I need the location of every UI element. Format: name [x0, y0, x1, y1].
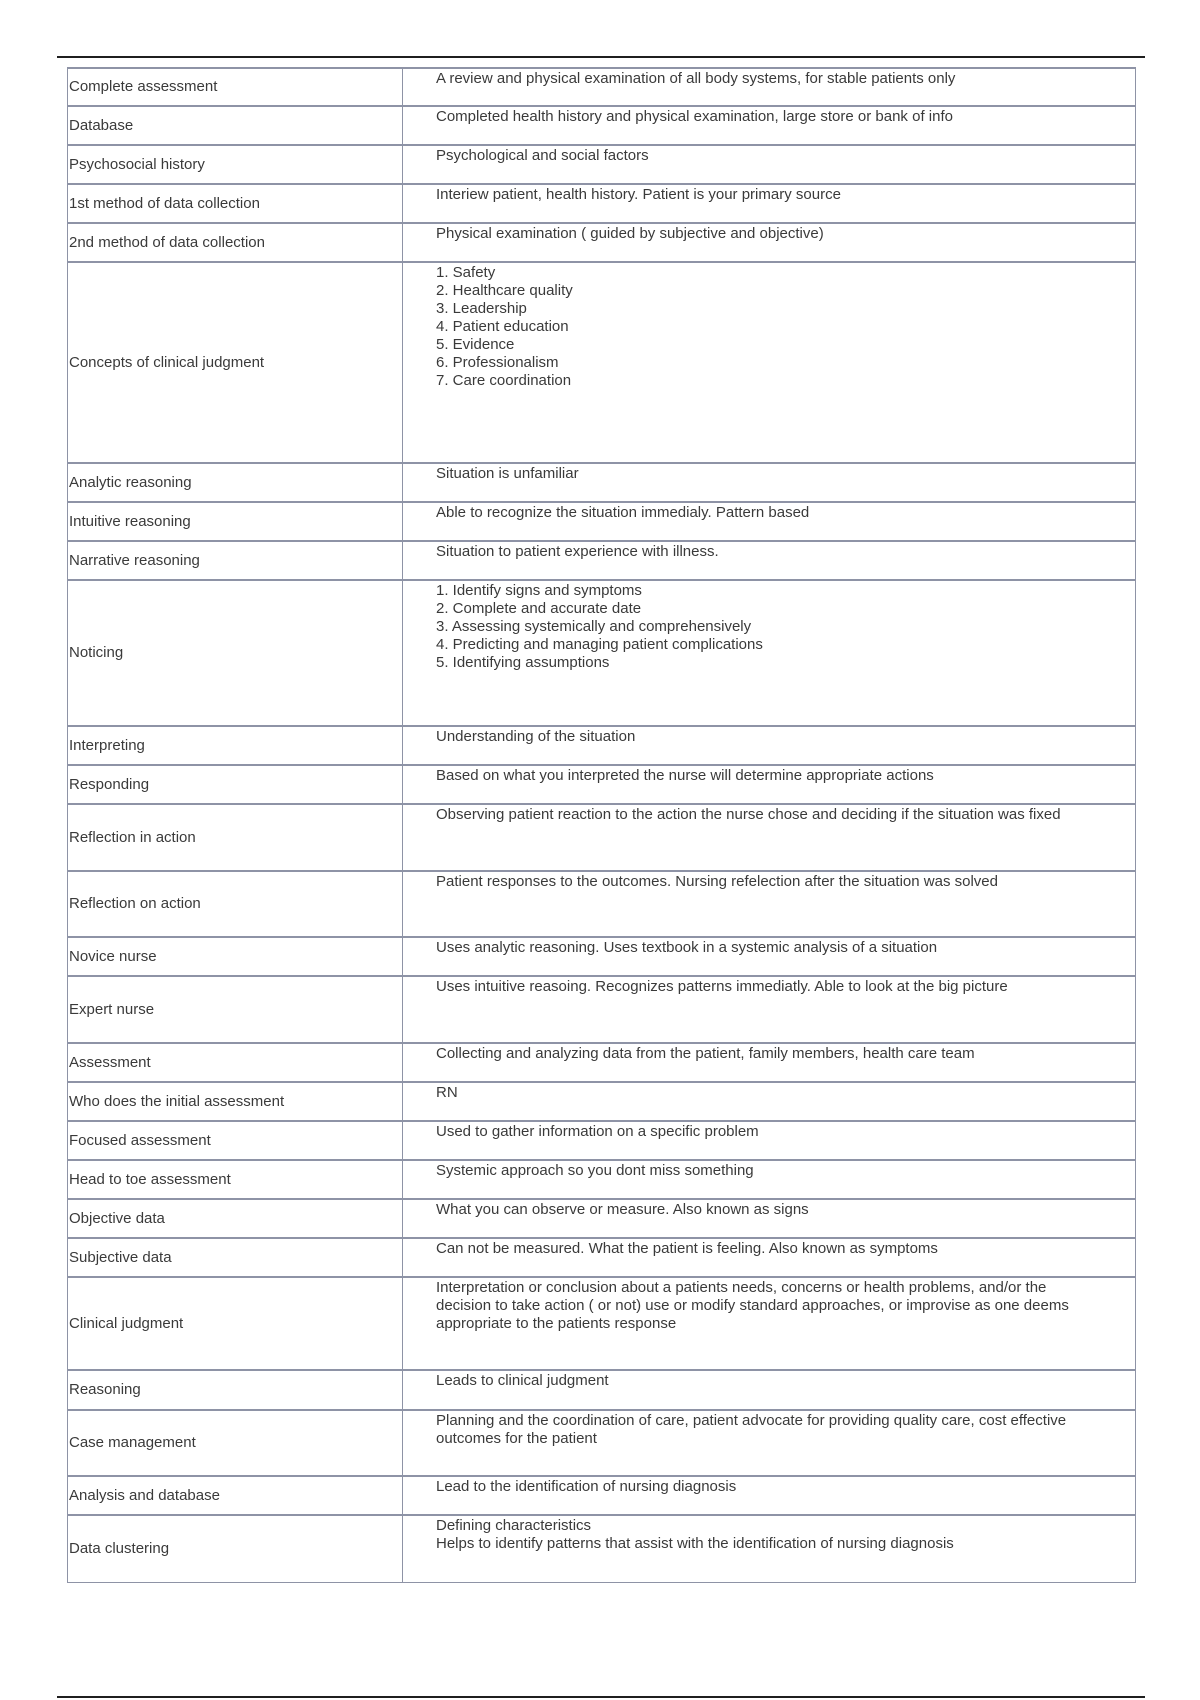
table-row [68, 223, 1136, 262]
table-row [68, 765, 1136, 804]
term-cell [68, 463, 403, 502]
table-row [68, 106, 1136, 145]
definition-cell [403, 1199, 1136, 1238]
definition-cell [403, 1277, 1136, 1370]
term-cell [68, 1199, 403, 1238]
term-cell [68, 145, 403, 184]
term-text: Reasoning [69, 1381, 141, 1398]
term-text: Clinical judgment [69, 1314, 184, 1332]
definition-text: Leads to clinical judgment [436, 1372, 609, 1389]
term-cell [68, 1410, 403, 1476]
term-cell [68, 262, 403, 463]
definition-text: Systemic approach so you dont miss something [436, 1162, 754, 1179]
term-text: Noticing [69, 644, 124, 661]
term-text: Intuitive reasoning [69, 512, 191, 530]
term-text: Subjective data [69, 1248, 172, 1266]
term-cell [68, 541, 403, 580]
definition-cell [403, 1043, 1136, 1082]
term-cell [68, 68, 403, 106]
table-row [68, 871, 1136, 937]
term-cell [68, 1277, 403, 1370]
definition-text: Lead to the identification of nursing diagnosis [436, 1478, 737, 1495]
definition-text: Interpretation or conclusion about a patients needs, concerns or health problems, and/or the decision to take action ( or not) use or modify standard approaches, or improvise as one deems appropriate to the patients response [436, 1279, 1069, 1332]
term-cell [68, 937, 403, 976]
definition-cell [403, 463, 1136, 502]
term-text: Narrative reasoning [69, 551, 200, 569]
definition-text: Able to recognize the situation immedialy. Pattern based [436, 504, 810, 521]
definition-text: Patient responses to the outcomes. Nursing refelection after the situation was solved [436, 873, 998, 890]
definition-text: Physical examination ( guided by subjective and objective) [436, 225, 824, 242]
table-row [68, 463, 1136, 502]
term-text: Head to toe assessment [69, 1170, 231, 1188]
term-cell [68, 1238, 403, 1277]
term-cell [68, 1476, 403, 1515]
table-row [68, 1410, 1136, 1476]
table-row [68, 1277, 1136, 1370]
definition-cell [403, 145, 1136, 184]
term-text: Concepts of clinical judgment [69, 353, 265, 371]
definition-text: Collecting and analyzing data from the patient, family members, health care team [436, 1045, 975, 1062]
table-row [68, 541, 1136, 580]
flashcard-table [67, 67, 1136, 1583]
term-text: Psychosocial history [69, 155, 205, 173]
table-row [68, 1160, 1136, 1199]
definition-text: Used to gather information on a specific problem [436, 1123, 759, 1140]
term-cell [68, 502, 403, 541]
table-row [68, 804, 1136, 871]
table-row [68, 1370, 1136, 1410]
definition-cell [403, 1160, 1136, 1199]
table-row [68, 1238, 1136, 1277]
definition-text: Interiew patient, health history. Patient is your primary source [436, 186, 841, 203]
definition-cell [403, 1121, 1136, 1160]
table-row [68, 580, 1136, 726]
definition-cell [403, 502, 1136, 541]
top-divider [57, 56, 1145, 58]
definition-cell [403, 976, 1136, 1043]
definition-cell [403, 541, 1136, 580]
definition-text: What you can observe or measure. Also known as signs [436, 1201, 809, 1218]
term-cell [68, 1370, 403, 1410]
definition-text: RN [436, 1084, 458, 1101]
definition-cell [403, 68, 1136, 106]
term-cell [68, 765, 403, 804]
definition-cell [403, 223, 1136, 262]
table-row [68, 145, 1136, 184]
table-row [68, 1121, 1136, 1160]
term-cell [68, 1082, 403, 1121]
table-row [68, 1515, 1136, 1582]
definition-cell [403, 804, 1136, 871]
term-text: Expert nurse [69, 1000, 155, 1018]
term-cell [68, 184, 403, 223]
term-text: Assessment [69, 1053, 151, 1071]
table-row [68, 726, 1136, 765]
definition-text: Situation is unfamiliar [436, 465, 579, 482]
table-row [68, 68, 1136, 106]
table-row [68, 976, 1136, 1043]
term-text: Novice nurse [69, 947, 157, 965]
term-text: Objective data [69, 1209, 165, 1227]
term-text: 1st method of data collection [69, 194, 260, 212]
term-text: Interpreting [69, 736, 145, 754]
definition-cell [403, 1370, 1136, 1410]
term-text: Who does the initial assessment [69, 1092, 285, 1110]
definition-cell [403, 1082, 1136, 1121]
table-row [68, 184, 1136, 223]
term-text: 2nd method of data collection [69, 233, 265, 251]
term-text: Case management [69, 1434, 196, 1451]
definition-cell [403, 580, 1136, 726]
table-row [68, 1199, 1136, 1238]
definition-text: A review and physical examination of all body systems, for stable patients only [436, 70, 956, 87]
definition-text: Based on what you interpreted the nurse will determine appropriate actions [436, 767, 934, 784]
definition-cell [403, 262, 1136, 463]
term-text: Database [69, 116, 134, 134]
term-cell [68, 1121, 403, 1160]
definition-cell [403, 871, 1136, 937]
term-cell [68, 580, 403, 726]
term-cell [68, 976, 403, 1043]
definition-text: Uses intuitive reasoing. Recognizes patterns immediatly. Able to look at the big picture [436, 978, 1008, 995]
term-text: Analysis and database [69, 1486, 220, 1504]
definition-text: Can not be measured. What the patient is feeling. Also known as symptoms [436, 1240, 938, 1257]
definition-cell [403, 1476, 1136, 1515]
term-cell [68, 726, 403, 765]
term-text: Reflection on action [69, 895, 201, 912]
term-text: Analytic reasoning [69, 473, 192, 491]
term-text: Responding [69, 775, 150, 793]
definition-cell [403, 726, 1136, 765]
definition-cell [403, 1515, 1136, 1582]
flashcard-table-body [68, 68, 1136, 1582]
definition-text: Observing patient reaction to the action the nurse chose and deciding if the situation was fixed [436, 806, 1061, 823]
definition-text: Uses analytic reasoning. Uses textbook in a systemic analysis of a situation [436, 939, 938, 956]
term-text: Data clustering [69, 1539, 170, 1557]
term-cell [68, 1160, 403, 1199]
definition-cell [403, 1238, 1136, 1277]
definition-cell [403, 765, 1136, 804]
table-row [68, 1043, 1136, 1082]
definition-text: Understanding of the situation [436, 728, 636, 745]
definition-cell [403, 184, 1136, 223]
term-cell [68, 223, 403, 262]
table-row [68, 262, 1136, 463]
definition-text: Psychological and social factors [436, 147, 649, 164]
definition-text: Defining characteristics Helps to identify patterns that assist with the identification of nursing diagnosis [436, 1517, 954, 1552]
term-text: Complete assessment [69, 78, 218, 95]
term-cell [68, 1043, 403, 1082]
term-cell [68, 106, 403, 145]
term-cell [68, 871, 403, 937]
definition-cell [403, 937, 1136, 976]
definition-text: Completed health history and physical examination, large store or bank of info [436, 108, 953, 125]
definition-text: 1. Safety 2. Healthcare quality 3. Leadership 4. Patient education 5. Evidence 6. Professionalism 7. Care coordination [436, 264, 573, 389]
term-text: Focused assessment [69, 1131, 211, 1149]
definition-cell [403, 106, 1136, 145]
definition-text: 1. Identify signs and symptoms 2. Complete and accurate date 3. Assessing systemically and comprehensively 4. Predicting and managing patient complications 5. Identifying assumptions [436, 582, 763, 671]
bottom-divider [57, 1696, 1145, 1698]
definition-text: Situation to patient experience with illness. [436, 543, 719, 560]
table-row [68, 937, 1136, 976]
table-row [68, 1082, 1136, 1121]
table-row [68, 1476, 1136, 1515]
table-row [68, 502, 1136, 541]
term-text: Reflection in action [69, 828, 196, 846]
definition-text: Planning and the coordination of care, patient advocate for providing quality care, cost effective outcomes for the patient [436, 1412, 1067, 1447]
term-cell [68, 804, 403, 871]
definition-cell [403, 1410, 1136, 1476]
term-cell [68, 1515, 403, 1582]
